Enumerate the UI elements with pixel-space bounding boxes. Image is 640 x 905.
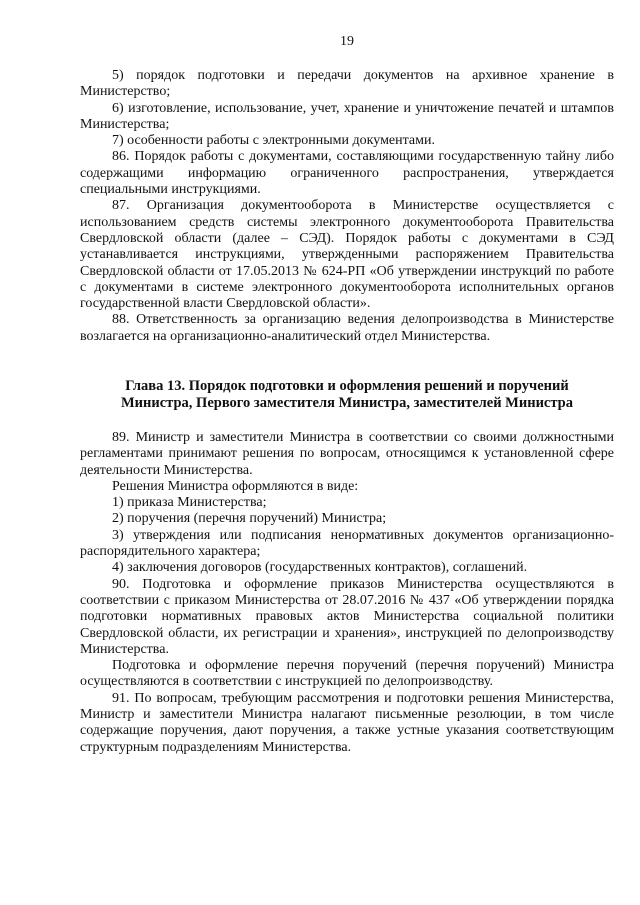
paragraph-decisions-intro: Решения Министра оформляются в виде: <box>112 478 359 494</box>
paragraph-87: 87. Организация документооборота в Министерстве осуществляется с использованием средств системы электронного документооборота Правительства Свердловской области (далее – СЭД). Порядок работы с документами в СЭД устанавливается инструкциями, утвержденными распоряжением Правительства Свердловской области от 17.05.2013 № 624-РП «Об утверждении инструкций по работе с документами в системе электронного документооборота исполнительных органов государственной власти Свердловской области». <box>80 198 614 312</box>
paragraph-decision-3: 3) утверждения или подписания ненормативных документов организационно-распорядительного характера; <box>80 527 614 560</box>
document-page <box>80 0 614 905</box>
paragraph-86: 86. Порядок работы с документами, составляющими государственную тайну либо содержащими информацию ограниченного распространения, утверждается специальными инструкциями. <box>80 149 614 198</box>
chapter-heading-line-1: Глава 13. Порядок подготовки и оформления решений и поручений <box>125 378 569 394</box>
page-number: 19 <box>340 34 354 49</box>
paragraph-decision-2: 2) поручения (перечня поручений) Министра; <box>112 511 387 527</box>
paragraph-90: 90. Подготовка и оформление приказов Министерства осуществляются в соответствии с приказом Министерства от 28.07.2016 № 437 «Об утверждении порядка подготовки нормативных правовых актов Министерства социальной политики Свердловской области, их регистрации и хранения», инструкцией по делопроизводству Министерства. <box>80 576 614 657</box>
paragraph-decision-1: 1) приказа Министерства; <box>112 495 267 511</box>
paragraph-90-continued: Подготовка и оформление перечня поручений (перечня поручений) Министра осуществляются в соответствии с инструкцией по делопроизводству. <box>80 658 614 690</box>
paragraph-item-6: 6) изготовление, использование, учет, хранение и уничтожение печатей и штампов Министерства; <box>80 100 614 132</box>
paragraph-item-5: 5) порядок подготовки и передачи документов на архивное хранение в Министерство; <box>80 68 614 100</box>
section-bottom <box>80 430 614 756</box>
paragraph-89: 89. Министр и заместители Министра в соответствии со своими должностными регламентами принимают решения по вопросам, относящимся к установленной сфере деятельности Министерства. <box>80 430 614 478</box>
chapter-heading <box>80 378 614 412</box>
paragraph-decision-4: 4) заключения договоров (государственных контрактов), соглашений. <box>112 560 528 576</box>
paragraph-88: 88. Ответственность за организацию ведения делопроизводства в Министерстве возлагается на организационно-аналитический отдел Министерства. <box>80 312 614 344</box>
section-top <box>80 68 614 345</box>
paragraph-91: 91. По вопросам, требующим рассмотрения и подготовки решения Министерства, Министр и заместители Министра налагают письменные резолюции, в том числе содержащие поручения, дают поручения, а также устные указания соответствующим структурным подразделениям Министерства. <box>80 690 614 755</box>
paragraph-item-7: 7) особенности работы с электронными документами. <box>112 133 435 149</box>
chapter-heading-line-2: Министра, Первого заместителя Министра, заместителей Министра <box>121 395 573 411</box>
